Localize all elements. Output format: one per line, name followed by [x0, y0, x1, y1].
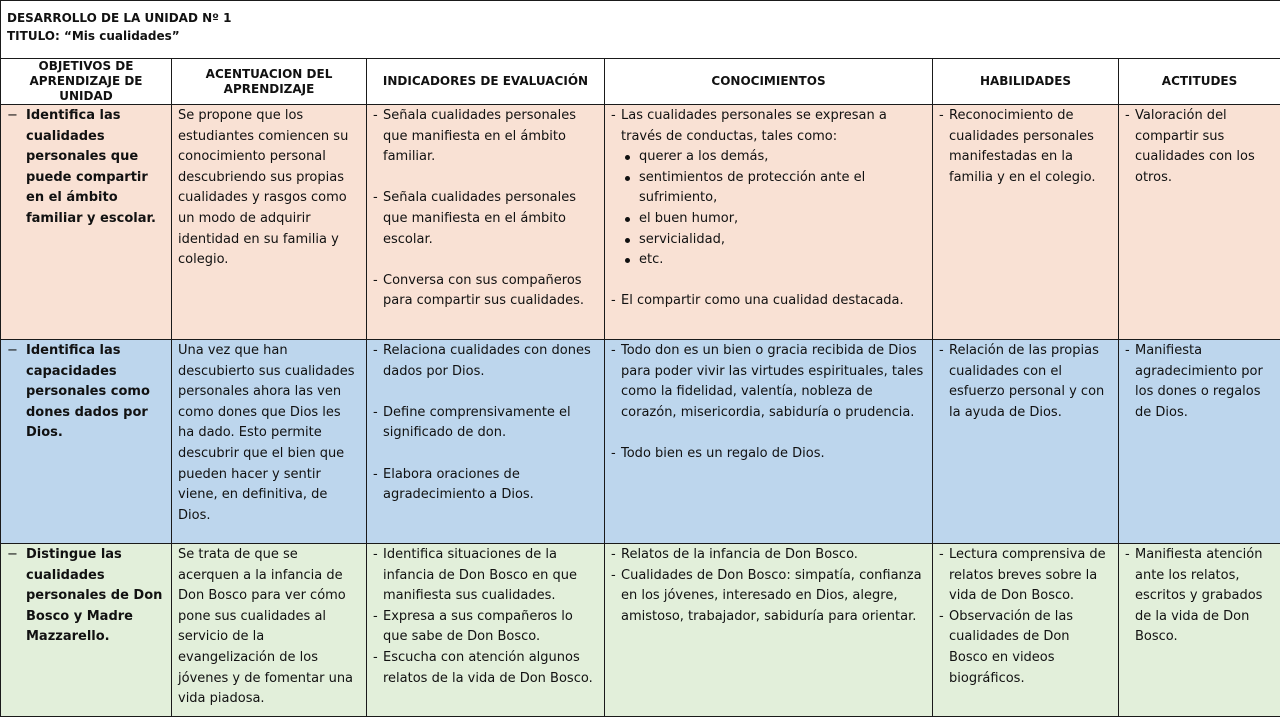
indicator-item: - Conversa con sus compañeros para compartir sus cualidades.: [373, 271, 598, 312]
header-row: [1, 59, 1280, 105]
indicator-item: - Señala cualidades personales que manifiesta en el ámbito escolar.: [373, 188, 598, 250]
objective-cell: [1, 340, 172, 544]
unit-heading: DESARROLLO DE LA UNIDAD Nº 1: [7, 11, 232, 25]
attitude-item: - Manifiesta atención ante los relatos, escritos y grabados de la vida de Don Bosco.: [1125, 545, 1274, 648]
accent-text: Se trata de que se acerquen a la infancia de Don Bosco para ver cómo pone sus cualidades al servicio de la evangelización de los jóvenes y de fomentar una vida piadosa.: [178, 547, 354, 707]
accent-cell: [172, 544, 367, 717]
skill-item: - Relación de las propias cualidades con el esfuerzo personal y con la ayuda de Dios.: [939, 341, 1112, 423]
title-row: [1, 1, 1280, 59]
indicator-item: - Señala cualidades personales que manifiesta en el ámbito familiar.: [373, 106, 598, 168]
skills-cell: [933, 544, 1119, 717]
indicator-item: - Expresa a sus compañeros lo que sabe de Don Bosco.: [373, 607, 598, 648]
accent-cell: [172, 340, 367, 544]
attitudes-cell: [1119, 544, 1280, 717]
knowledge-bullet: querer a los demás,: [621, 147, 926, 168]
accent-text: Se propone que los estudiantes comiencen su conocimiento personal descubriendo sus propias cualidades y rasgos como un modo de adquirir identidad en su familia y colegio.: [178, 108, 349, 268]
dash-marker: −: [7, 343, 18, 358]
objective-cell: [1, 105, 172, 340]
objective-text: Identifica las cualidades personales que puede compartir en el ámbito familiar y escolar.: [26, 108, 156, 226]
table-row: [1, 105, 1280, 340]
indicator-item: - Elabora oraciones de agradecimiento a Dios.: [373, 465, 598, 506]
indicators-cell: [367, 105, 605, 340]
header-attitudes: ACTITUDES: [1119, 59, 1280, 105]
header-skills: HABILIDADES: [933, 59, 1119, 105]
unit-title: TITULO: “Mis cualidades”: [7, 29, 180, 43]
knowledge-cell: [605, 544, 933, 717]
indicators-cell: [367, 340, 605, 544]
knowledge-item: - Relatos de la infancia de Don Bosco.: [611, 545, 926, 566]
accent-cell: [172, 105, 367, 340]
objective-text: Distingue las cualidades personales de Don Bosco y Madre Mazzarello.: [26, 547, 163, 645]
knowledge-bullet: servicialidad,: [621, 230, 926, 251]
knowledge-bullet: etc.: [621, 250, 926, 271]
attitude-item: - Valoración del compartir sus cualidades con los otros.: [1125, 106, 1274, 188]
indicators-cell: [367, 544, 605, 717]
skills-cell: [933, 340, 1119, 544]
knowledge-bullet: sentimientos de protección ante el sufrimiento,: [621, 168, 926, 209]
header-indicators: INDICADORES DE EVALUACIÓN: [367, 59, 605, 105]
knowledge-item: - Cualidades de Don Bosco: simpatía, confianza en los jóvenes, interesado en Dios, alegre, amistoso, trabajador, sabiduría para orientar.: [611, 566, 926, 628]
attitudes-cell: [1119, 340, 1280, 544]
dash-marker: −: [7, 108, 18, 123]
table-row: [1, 340, 1280, 544]
dash-marker: −: [7, 547, 18, 562]
objective-text: Identifica las capacidades personales como dones dados por Dios.: [26, 343, 150, 441]
accent-text: Una vez que han descubierto sus cualidades personales ahora las ven como dones que Dios les ha dado. Esto permite descubrir que el bien que pueden hacer y sentir viene, en definitiva, de Dios.: [178, 343, 355, 523]
objective-cell: [1, 544, 172, 717]
knowledge-bullet: el buen humor,: [621, 209, 926, 230]
knowledge-cell: [605, 340, 933, 544]
indicator-item: - Identifica situaciones de la infancia de Don Bosco en que manifiesta sus cualidades.: [373, 545, 598, 607]
skill-item: - Reconocimiento de cualidades personales manifestadas en la familia y en el colegio.: [939, 106, 1112, 188]
header-knowledge: CONOCIMIENTOS: [605, 59, 933, 105]
header-accent: ACENTUACION DEL APRENDIZAJE: [172, 59, 367, 105]
attitudes-cell: [1119, 105, 1280, 340]
indicator-item: - Escucha con atención algunos relatos de la vida de Don Bosco.: [373, 648, 598, 689]
skill-item: - Observación de las cualidades de Don Bosco en videos biográficos.: [939, 607, 1112, 689]
indicator-item: - Relaciona cualidades con dones dados por Dios.: [373, 341, 598, 382]
table-row: [1, 544, 1280, 717]
knowledge-outro: - El compartir como una cualidad destacada.: [611, 291, 926, 312]
indicator-item: - Define comprensivamente el significado de don.: [373, 403, 598, 444]
knowledge-item: - Todo don es un bien o gracia recibida de Dios para poder vivir las virtudes espirituales, tales como la fidelidad, valentía, nobleza de corazón, misericordia, sabiduría o prudencia.: [611, 341, 926, 423]
attitude-item: - Manifiesta agradecimiento por los dones o regalos de Dios.: [1125, 341, 1274, 423]
knowledge-intro: - Las cualidades personales se expresan a través de conductas, tales como:: [611, 106, 926, 147]
skill-item: - Lectura comprensiva de relatos breves sobre la vida de Don Bosco.: [939, 545, 1112, 607]
knowledge-item: - Todo bien es un regalo de Dios.: [611, 444, 926, 465]
header-objectives: OBJETIVOS DE APRENDIZAJE DE UNIDAD: [1, 59, 172, 105]
skills-cell: [933, 105, 1119, 340]
knowledge-cell: [605, 105, 933, 340]
title-cell: [1, 1, 1280, 59]
